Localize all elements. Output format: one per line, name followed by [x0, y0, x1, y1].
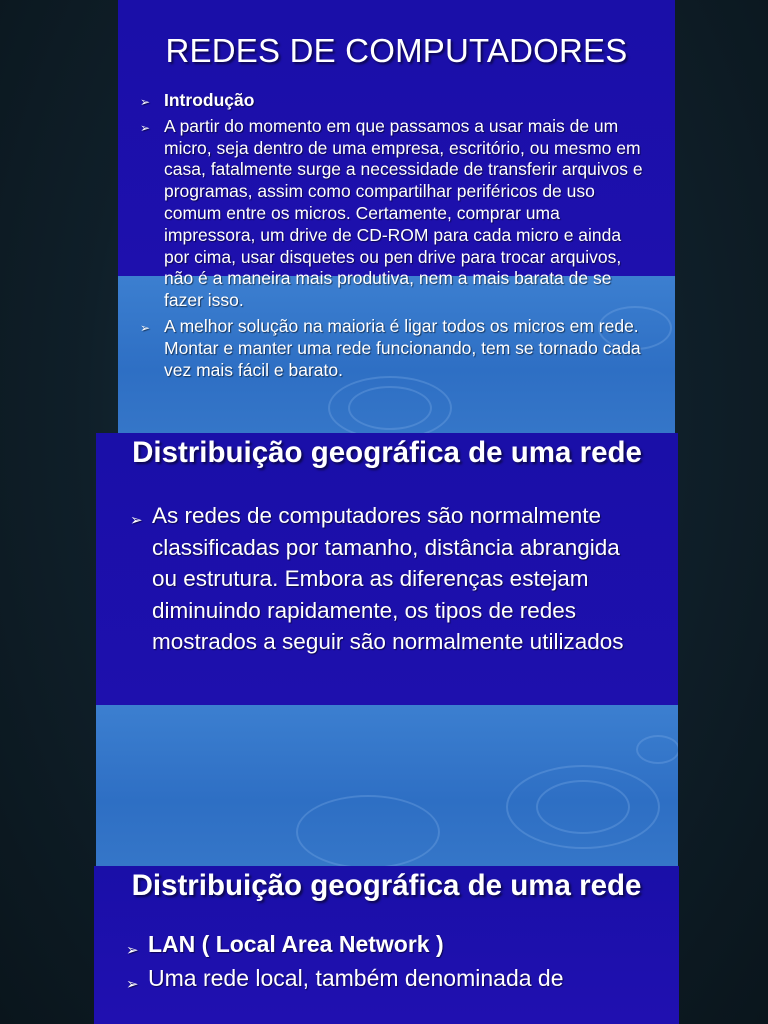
list-item	[126, 927, 649, 961]
slide-title: Distribuição geográfica de uma rede	[131, 869, 642, 902]
bullet-text: LAN ( Local Area Network )	[148, 931, 444, 957]
arrowhead-bullet-icon: ➢	[140, 320, 151, 335]
slide-redes-de-computadores	[118, 0, 675, 433]
arrowhead-bullet-icon: ➢	[140, 95, 151, 109]
water-ripple-decoration	[296, 795, 440, 866]
bullet-text: Uma rede local, também denominada de	[148, 965, 564, 991]
bullet-list	[130, 500, 642, 658]
arrowhead-bullet-icon: ➢	[126, 941, 139, 959]
bullet-list	[140, 90, 649, 381]
slide-title: REDES DE COMPUTADORES	[165, 32, 628, 69]
slide-lower-band	[96, 705, 678, 866]
bullet-text: A partir do momento em que passamos a usar mais de um micro, seja dentro de uma empresa, escritório, ou mesmo em casa, fatalmente surge a necessidade de transferir arquivos e programas, assim como compartilhar periféricos de uso comum entre os micros. Certamente, comprar uma impressora, um drive de CD-ROM para cada micro e ainda por cima, usar disquetes ou pen drive para trocar arquivos, não é a maneira mais produtiva, nem a mais barata de se fazer isso.	[164, 115, 643, 311]
list-item	[140, 316, 649, 381]
slide-distribuicao-geografica-lan	[94, 866, 679, 1024]
arrowhead-bullet-icon: ➢	[126, 975, 139, 993]
arrowhead-bullet-icon: ➢	[130, 511, 143, 529]
list-item	[140, 116, 649, 312]
bullet-list	[126, 927, 649, 995]
list-item	[140, 90, 649, 112]
bullet-text: As redes de computadores são normalmente classificadas por tamanho, distância abrangida ou estrutura. Embora as diferenças estejam diminuindo rapidamente, os tipos de redes mostrados a seguir são normalmente utilizados	[152, 503, 624, 654]
bullet-text: A melhor solução na maioria é ligar todos os micros em rede. Montar e manter uma rede funcionando, tem se tornado cada vez mais fácil e barato.	[164, 315, 641, 380]
slide-title: Distribuição geográfica de uma rede	[132, 436, 642, 469]
water-ripple-decoration	[536, 780, 630, 834]
water-ripple-decoration	[636, 735, 678, 764]
arrowhead-bullet-icon: ➢	[140, 120, 151, 135]
slide-distribuicao-geografica	[96, 433, 678, 866]
water-ripple-decoration	[348, 386, 432, 430]
list-item	[126, 961, 649, 995]
bullet-text: Introdução	[164, 90, 255, 110]
list-item	[130, 500, 642, 658]
